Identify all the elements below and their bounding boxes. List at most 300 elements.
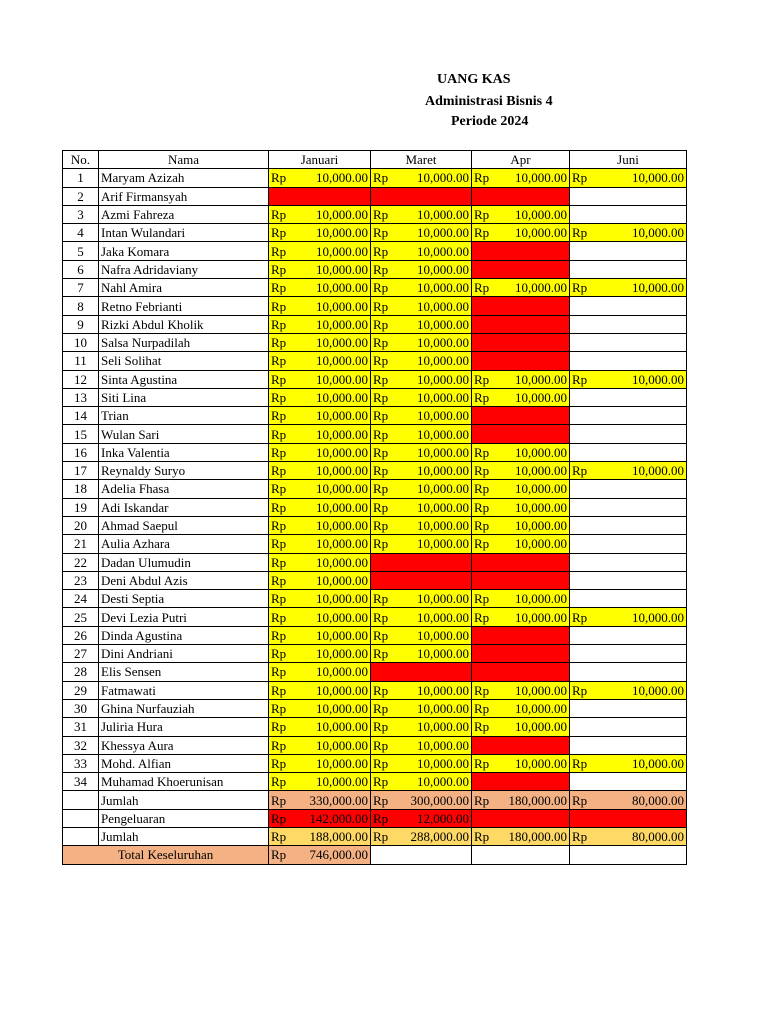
jumlah-label: Jumlah (99, 791, 269, 809)
empty-cell-juni (570, 571, 687, 589)
payment-cell-apr (472, 169, 570, 187)
currency-label: Rp (271, 518, 287, 534)
row-number: 19 (63, 498, 99, 516)
currency-label: Rp (572, 463, 588, 479)
amount-value: 10,000.00 (417, 591, 469, 607)
payment-cell-maret (371, 718, 472, 736)
currency-label: Rp (373, 444, 389, 460)
amount-value: 10,000.00 (417, 280, 469, 296)
amount-value: 142,000.00 (309, 810, 368, 826)
amount-value: 10,000.00 (316, 261, 368, 277)
payment-cell-maret (371, 297, 472, 315)
table-row (63, 681, 687, 699)
currency-label: Rp (373, 774, 389, 790)
amount-value: 10,000.00 (632, 280, 684, 296)
empty-cell-juni (570, 260, 687, 278)
currency-label: Rp (474, 719, 490, 735)
pengeluaran-label: Pengeluaran (99, 809, 269, 827)
payment-cell-apr (472, 462, 570, 480)
amount-value: 10,000.00 (316, 609, 368, 625)
currency-label: Rp (474, 701, 490, 717)
currency-label: Rp (271, 572, 287, 588)
payment-cell-apr (472, 681, 570, 699)
jumlah-cell-maret (371, 791, 472, 809)
currency-label: Rp (271, 261, 287, 277)
net-jumlah-cell-apr (472, 827, 570, 845)
currency-label: Rp (373, 755, 389, 771)
sheet-title: UANG KAS (437, 72, 511, 87)
amount-value: 10,000.00 (515, 591, 567, 607)
payment-cell-maret (371, 169, 472, 187)
table-row (63, 699, 687, 717)
currency-label: Rp (474, 792, 490, 808)
currency-label: Rp (373, 536, 389, 552)
row-number: 18 (63, 480, 99, 498)
payment-cell-maret (371, 407, 472, 425)
member-name: Sinta Agustina (99, 370, 269, 388)
currency-label: Rp (373, 408, 389, 424)
currency-label: Rp (373, 243, 389, 259)
amount-value: 10,000.00 (316, 499, 368, 515)
payment-cell-apr (472, 205, 570, 223)
column-header-nama: Nama (99, 151, 269, 169)
table-row (63, 187, 687, 205)
currency-label: Rp (373, 792, 389, 808)
payment-cell-januari (269, 425, 371, 443)
currency-label: Rp (373, 261, 389, 277)
currency-label: Rp (474, 390, 490, 405)
empty-cell-juni (570, 516, 687, 534)
amount-value: 10,000.00 (417, 609, 469, 625)
member-name: Trian (99, 407, 269, 425)
empty-cell-juni (570, 388, 687, 406)
currency-label: Rp (373, 829, 389, 845)
empty-cell (570, 846, 687, 864)
amount-value: 10,000.00 (316, 719, 368, 735)
payment-cell-januari (269, 205, 371, 223)
payment-cell-januari (269, 681, 371, 699)
table-row (63, 224, 687, 242)
sheet-subtitle: Administrasi Bisnis 4 (425, 94, 553, 109)
table-row (63, 242, 687, 260)
sheet-period: Periode 2024 (451, 114, 529, 129)
empty-cell-juni (570, 699, 687, 717)
table-row (63, 535, 687, 553)
row-number: 24 (63, 590, 99, 608)
amount-value: 10,000.00 (515, 481, 567, 497)
amount-value: 300,000.00 (410, 792, 469, 808)
amount-value: 10,000.00 (417, 518, 469, 534)
currency-label: Rp (373, 316, 389, 332)
currency-label: Rp (271, 609, 287, 625)
currency-label: Rp (373, 518, 389, 534)
row-number: 13 (63, 388, 99, 406)
member-name: Salsa Nurpadilah (99, 333, 269, 351)
amount-value: 10,000.00 (515, 701, 567, 717)
row-number: 20 (63, 516, 99, 534)
amount-value: 10,000.00 (417, 755, 469, 771)
currency-label: Rp (373, 170, 389, 186)
amount-value: 10,000.00 (316, 170, 368, 186)
header-row (63, 151, 687, 169)
payment-cell-maret (371, 260, 472, 278)
currency-label: Rp (373, 737, 389, 753)
amount-value: 10,000.00 (417, 499, 469, 515)
amount-value: 10,000.00 (316, 755, 368, 771)
table-row (63, 388, 687, 406)
currency-label: Rp (373, 591, 389, 607)
member-name: Rizki Abdul Kholik (99, 315, 269, 333)
table-row (63, 205, 687, 223)
amount-value: 10,000.00 (417, 408, 469, 424)
currency-label: Rp (271, 316, 287, 332)
member-name: Ahmad Saepul (99, 516, 269, 534)
currency-label: Rp (271, 682, 287, 698)
empty-cell-juni (570, 425, 687, 443)
unpaid-cell-apr (472, 663, 570, 681)
amount-value: 10,000.00 (417, 444, 469, 460)
payment-cell-apr (472, 279, 570, 297)
currency-label: Rp (271, 737, 287, 753)
row-number: 16 (63, 443, 99, 461)
empty-cell-juni (570, 498, 687, 516)
amount-value: 746,000.00 (309, 847, 368, 863)
amount-value: 180,000.00 (508, 792, 567, 808)
row-number: 3 (63, 205, 99, 223)
empty-cell-juni (570, 333, 687, 351)
pengeluaran-cell-maret (371, 809, 472, 827)
amount-value: 330,000.00 (309, 792, 368, 808)
amount-value: 10,000.00 (417, 316, 469, 332)
amount-value: 188,000.00 (309, 829, 368, 845)
payment-cell-apr (472, 370, 570, 388)
payment-cell-januari (269, 553, 371, 571)
member-name: Seli Solihat (99, 352, 269, 370)
payment-cell-januari (269, 498, 371, 516)
currency-label: Rp (373, 719, 389, 735)
row-number: 23 (63, 571, 99, 589)
currency-label: Rp (474, 755, 490, 771)
column-header-apr: Apr (472, 151, 570, 169)
table-row (63, 443, 687, 461)
row-number: 12 (63, 370, 99, 388)
currency-label: Rp (572, 829, 588, 845)
unpaid-cell-maret (371, 553, 472, 571)
member-name: Deni Abdul Azis (99, 571, 269, 589)
payment-cell-apr (472, 535, 570, 553)
amount-value: 288,000.00 (410, 829, 469, 845)
payment-cell-januari (269, 297, 371, 315)
payment-cell-apr (472, 498, 570, 516)
unpaid-cell-apr (472, 425, 570, 443)
payment-cell-juni (570, 754, 687, 772)
row-number: 22 (63, 553, 99, 571)
member-name: Intan Wulandari (99, 224, 269, 242)
currency-label: Rp (373, 481, 389, 497)
amount-value: 10,000.00 (316, 444, 368, 460)
row-number: 21 (63, 535, 99, 553)
amount-value: 10,000.00 (515, 719, 567, 735)
amount-value: 10,000.00 (417, 536, 469, 552)
unpaid-cell-apr (472, 645, 570, 663)
payment-cell-apr (472, 699, 570, 717)
amount-value: 10,000.00 (417, 225, 469, 241)
amount-value: 12,000.00 (417, 810, 469, 826)
currency-label: Rp (572, 792, 588, 808)
currency-label: Rp (271, 207, 287, 223)
currency-label: Rp (271, 481, 287, 497)
payment-cell-maret (371, 681, 472, 699)
payment-cell-januari (269, 443, 371, 461)
empty-cell-juni (570, 407, 687, 425)
payment-cell-maret (371, 352, 472, 370)
currency-label: Rp (373, 426, 389, 442)
amount-value: 10,000.00 (316, 536, 368, 552)
amount-value: 10,000.00 (316, 463, 368, 479)
table-row (63, 370, 687, 388)
payment-cell-januari (269, 535, 371, 553)
cash-table (62, 150, 687, 865)
amount-value: 10,000.00 (316, 225, 368, 241)
unpaid-cell-apr (472, 297, 570, 315)
payment-cell-januari (269, 370, 371, 388)
amount-value: 10,000.00 (417, 390, 469, 405)
amount-value: 10,000.00 (316, 481, 368, 497)
currency-label: Rp (271, 755, 287, 771)
row-number: 25 (63, 608, 99, 626)
member-name: Adi Iskandar (99, 498, 269, 516)
member-name: Inka Valentia (99, 443, 269, 461)
unpaid-cell-apr (472, 333, 570, 351)
currency-label: Rp (271, 774, 287, 790)
table-row (63, 553, 687, 571)
unpaid-cell-apr (472, 736, 570, 754)
currency-label: Rp (474, 225, 490, 241)
currency-label: Rp (474, 609, 490, 625)
payment-cell-juni (570, 370, 687, 388)
amount-value: 10,000.00 (515, 518, 567, 534)
currency-label: Rp (271, 225, 287, 241)
payment-cell-apr (472, 718, 570, 736)
currency-label: Rp (271, 829, 287, 845)
payment-cell-maret (371, 535, 472, 553)
payment-cell-januari (269, 718, 371, 736)
currency-label: Rp (271, 627, 287, 643)
payment-cell-maret (371, 242, 472, 260)
row-number: 6 (63, 260, 99, 278)
member-name: Dinda Agustina (99, 626, 269, 644)
empty-cell-juni (570, 553, 687, 571)
amount-value: 10,000.00 (316, 737, 368, 753)
member-name: Devi Lezia Putri (99, 608, 269, 626)
amount-value: 10,000.00 (515, 170, 567, 186)
amount-value: 10,000.00 (417, 481, 469, 497)
payment-cell-maret (371, 645, 472, 663)
net-jumlah-cell-maret (371, 827, 472, 845)
currency-label: Rp (271, 646, 287, 662)
row-number: 31 (63, 718, 99, 736)
row-number: 14 (63, 407, 99, 425)
payment-cell-apr (472, 754, 570, 772)
payment-cell-maret (371, 388, 472, 406)
amount-value: 10,000.00 (515, 280, 567, 296)
row-number: 1 (63, 169, 99, 187)
column-header-januari: Januari (269, 151, 371, 169)
amount-value: 10,000.00 (417, 463, 469, 479)
payment-cell-juni (570, 462, 687, 480)
amount-value: 10,000.00 (417, 701, 469, 717)
payment-cell-maret (371, 224, 472, 242)
empty-cell-juni (570, 645, 687, 663)
currency-label: Rp (572, 280, 588, 296)
payment-cell-januari (269, 352, 371, 370)
amount-value: 10,000.00 (316, 774, 368, 790)
payment-cell-apr (472, 443, 570, 461)
currency-label: Rp (271, 536, 287, 552)
currency-label: Rp (373, 627, 389, 643)
payment-cell-januari (269, 608, 371, 626)
jumlah-cell-apr (472, 791, 570, 809)
amount-value: 10,000.00 (316, 280, 368, 296)
currency-label: Rp (271, 298, 287, 314)
payment-cell-apr (472, 224, 570, 242)
currency-label: Rp (271, 701, 287, 717)
currency-label: Rp (474, 829, 490, 845)
currency-label: Rp (373, 390, 389, 405)
currency-label: Rp (271, 280, 287, 296)
unpaid-cell-apr (472, 242, 570, 260)
table-row (63, 645, 687, 663)
payment-cell-maret (371, 462, 472, 480)
row-number: 32 (63, 736, 99, 754)
amount-value: 10,000.00 (316, 426, 368, 442)
currency-label: Rp (474, 518, 490, 534)
currency-label: Rp (271, 554, 287, 570)
payment-cell-maret (371, 279, 472, 297)
currency-label: Rp (474, 280, 490, 296)
payment-cell-maret (371, 480, 472, 498)
currency-label: Rp (474, 481, 490, 497)
column-header-maret: Maret (371, 151, 472, 169)
currency-label: Rp (373, 682, 389, 698)
payment-cell-januari (269, 242, 371, 260)
currency-label: Rp (373, 280, 389, 296)
net-jumlah-cell-juni (570, 827, 687, 845)
amount-value: 10,000.00 (417, 426, 469, 442)
empty-cell-juni (570, 187, 687, 205)
payment-cell-januari (269, 736, 371, 754)
currency-label: Rp (271, 444, 287, 460)
amount-value: 10,000.00 (632, 463, 684, 479)
currency-label: Rp (373, 701, 389, 717)
payment-cell-januari (269, 169, 371, 187)
amount-value: 10,000.00 (316, 207, 368, 223)
row-number: 34 (63, 773, 99, 791)
member-name: Jaka Komara (99, 242, 269, 260)
currency-label: Rp (271, 335, 287, 351)
currency-label: Rp (271, 371, 287, 387)
currency-label: Rp (271, 810, 287, 826)
amount-value: 10,000.00 (417, 207, 469, 223)
amount-value: 80,000.00 (632, 792, 684, 808)
amount-value: 10,000.00 (417, 170, 469, 186)
table-row (63, 773, 687, 791)
amount-value: 10,000.00 (316, 682, 368, 698)
table-row (63, 407, 687, 425)
currency-label: Rp (373, 207, 389, 223)
table-row (63, 754, 687, 772)
row-number: 4 (63, 224, 99, 242)
unpaid-cell-apr (472, 626, 570, 644)
payment-cell-juni (570, 169, 687, 187)
total-row (63, 846, 687, 864)
payment-cell-maret (371, 773, 472, 791)
unpaid-cell-apr (472, 553, 570, 571)
amount-value: 10,000.00 (632, 755, 684, 771)
table-row (63, 260, 687, 278)
member-name: Dini Andriani (99, 645, 269, 663)
member-name: Azmi Fahreza (99, 205, 269, 223)
payment-cell-januari (269, 626, 371, 644)
amount-value: 10,000.00 (316, 664, 368, 680)
table-row (63, 352, 687, 370)
empty-cell-juni (570, 297, 687, 315)
amount-value: 10,000.00 (316, 591, 368, 607)
row-number: 2 (63, 187, 99, 205)
currency-label: Rp (271, 408, 287, 424)
amount-value: 10,000.00 (515, 444, 567, 460)
currency-label: Rp (474, 371, 490, 387)
currency-label: Rp (373, 225, 389, 241)
payment-cell-maret (371, 754, 472, 772)
jumlah-cell-januari (269, 791, 371, 809)
table-row (63, 663, 687, 681)
payment-cell-januari (269, 590, 371, 608)
jumlah-row (63, 791, 687, 809)
currency-label: Rp (572, 371, 588, 387)
currency-label: Rp (373, 371, 389, 387)
currency-label: Rp (271, 243, 287, 259)
jumlah-cell-juni (570, 791, 687, 809)
table-row (63, 462, 687, 480)
amount-value: 10,000.00 (316, 335, 368, 351)
table-row (63, 315, 687, 333)
empty-cell-juni (570, 535, 687, 553)
currency-label: Rp (572, 225, 588, 241)
row-number: 29 (63, 681, 99, 699)
currency-label: Rp (271, 847, 287, 863)
payment-cell-januari (269, 571, 371, 589)
payment-cell-juni (570, 681, 687, 699)
payment-cell-maret (371, 516, 472, 534)
member-name: Reynaldy Suryo (99, 462, 269, 480)
empty-cell-juni (570, 663, 687, 681)
currency-label: Rp (572, 682, 588, 698)
payment-cell-januari (269, 480, 371, 498)
amount-value: 10,000.00 (316, 554, 368, 570)
payment-cell-januari (269, 279, 371, 297)
table-row (63, 736, 687, 754)
amount-value: 80,000.00 (632, 829, 684, 845)
amount-value: 10,000.00 (515, 755, 567, 771)
amount-value: 10,000.00 (515, 225, 567, 241)
currency-label: Rp (474, 536, 490, 552)
payment-cell-januari (269, 645, 371, 663)
currency-label: Rp (474, 682, 490, 698)
currency-label: Rp (373, 353, 389, 369)
payment-cell-januari (269, 333, 371, 351)
payment-cell-maret (371, 205, 472, 223)
